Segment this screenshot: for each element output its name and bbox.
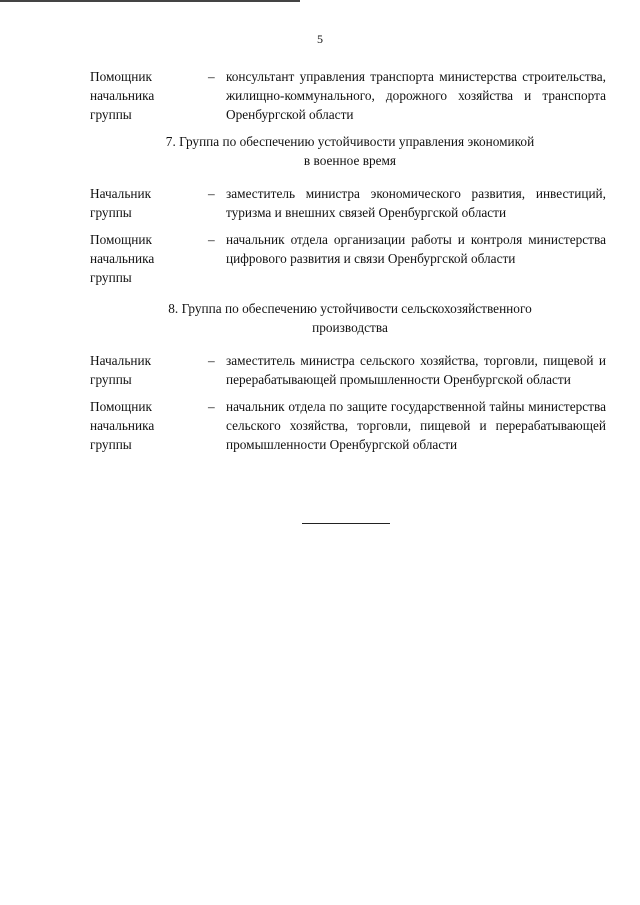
entry-dash: – [208, 69, 215, 84]
entry-dash: – [208, 353, 215, 368]
entry-role: Помощник начальника группы [90, 399, 155, 452]
entry-description: начальник отдела по защите государственной тайны министерства сельского хозяйства, торговли, пищевой и перерабатывающей промышленности Оренбургской области [226, 399, 606, 452]
entry-role: Начальник группы [90, 186, 152, 220]
page-number: 5 [317, 32, 323, 46]
group-8-heading-line2: производства [312, 320, 388, 335]
group-7-heading-line2: в военное время [303, 153, 397, 168]
entry-dash: – [208, 186, 215, 201]
group-8-heading [90, 299, 606, 337]
entry-dash: – [208, 232, 215, 247]
group-7-entry-head [90, 184, 606, 222]
group-8-entry-head [90, 351, 606, 389]
group-7-heading-line1: 7. Группа по обеспечению устойчивости управления экономикой [165, 134, 535, 149]
group-8-entry-assistant [90, 397, 606, 454]
entry-description: заместитель министра экономического развития, инвестиций, туризма и внешних связей Оренбургской области [226, 186, 606, 220]
document-body [90, 67, 606, 462]
entry-description: консультант управления транспорта министерства строительства, жилищно-коммунального, дорожного хозяйства и транспорта Оренбургской области [226, 69, 606, 122]
group-8-heading-line1: 8. Группа по обеспечению устойчивости сельскохозяйственного [168, 301, 532, 316]
entry-role: Помощник начальника группы [90, 69, 155, 122]
group-7-entry-assistant [90, 230, 606, 287]
entry-dash: – [208, 399, 215, 414]
entry-role: Начальник группы [90, 353, 152, 387]
end-rule [302, 523, 390, 524]
entry-description: начальник отдела организации работы и контроля министерства цифрового развития и связи Оренбургской области [226, 232, 606, 266]
entry-description: заместитель министра сельского хозяйства, торговли, пищевой и перерабатывающей промышленности Оренбургской области [226, 353, 606, 387]
group-7-heading [90, 132, 606, 170]
entry-assistant-transport [90, 67, 606, 124]
entry-role: Помощник начальника группы [90, 232, 155, 285]
header-rule [0, 0, 300, 2]
